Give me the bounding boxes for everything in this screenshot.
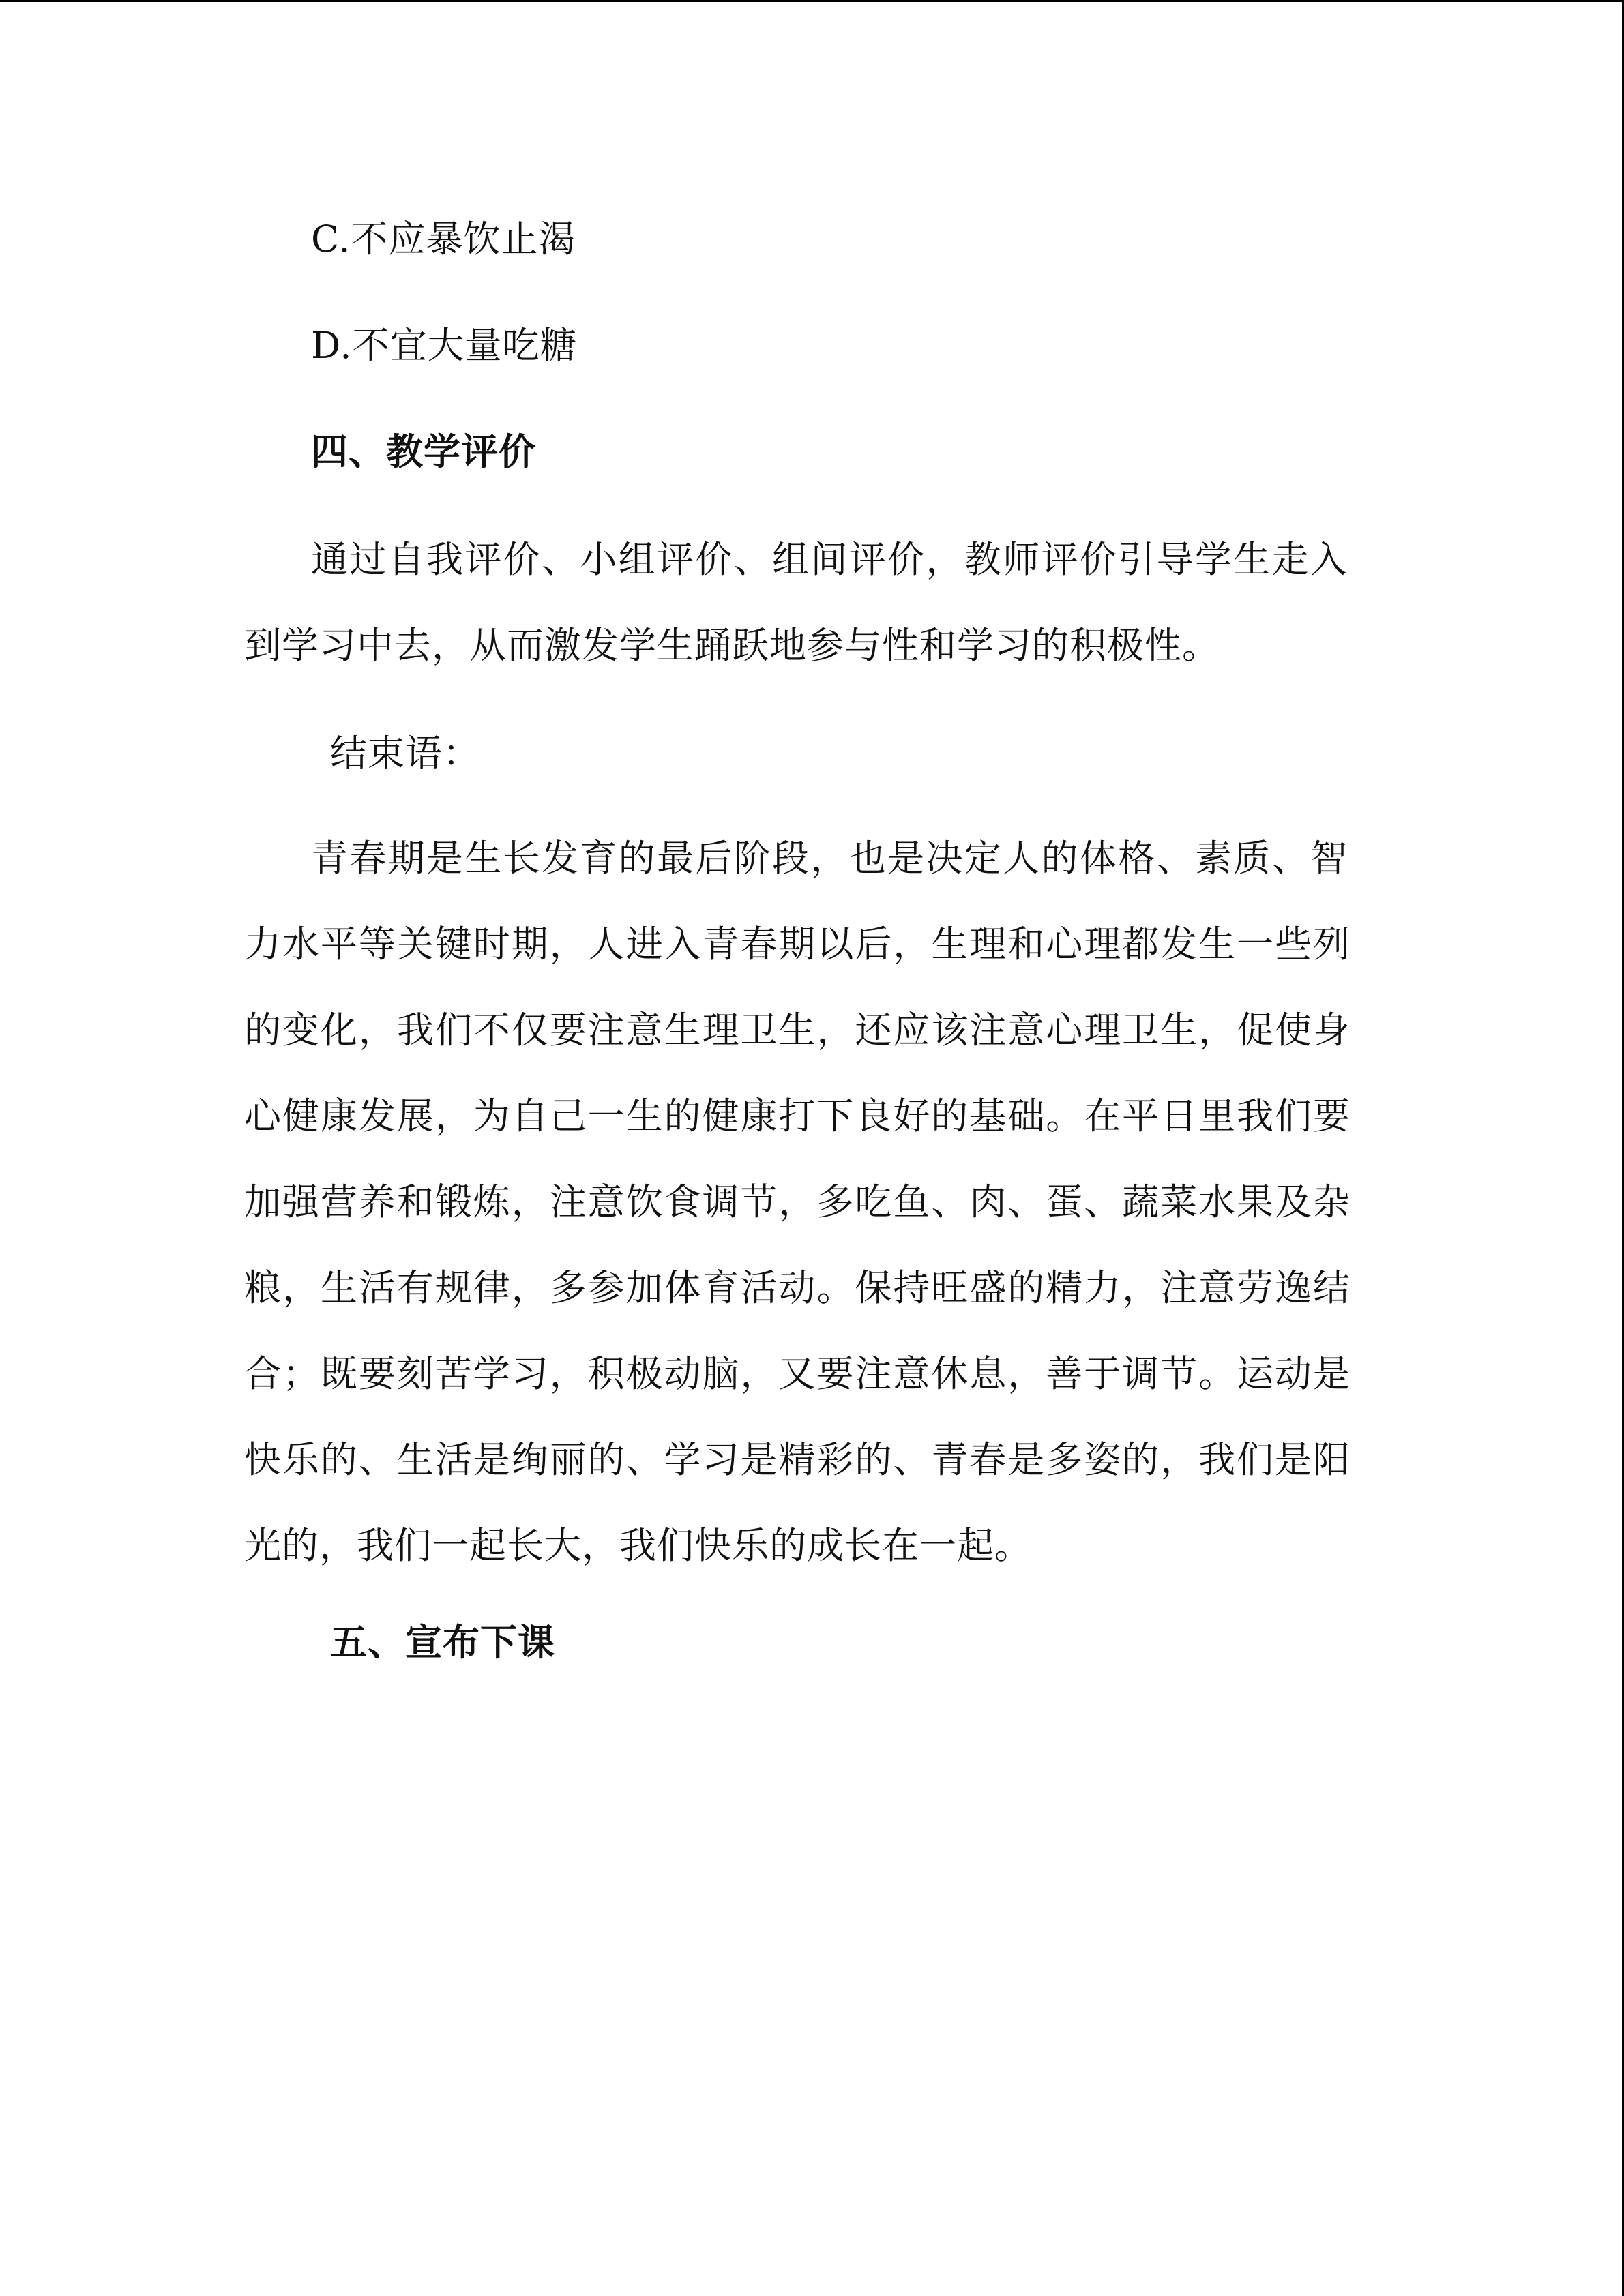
section-heading-dismissal: 五、宣布下课 [330, 1621, 555, 1664]
closing-line-7: 合；既要刻苦学习，积极动脑，又要注意休息，善于调节。运动是 [244, 1352, 1350, 1395]
closing-line-4: 心健康发展，为自己一生的健康打下良好的基础。在平日里我们要 [244, 1094, 1350, 1137]
evaluation-line-1: 通过自我评价、小组评价、组间评价，教师评价引导学生走入 [311, 538, 1348, 581]
closing-line-6: 粮，生活有规律，多参加体育活动。保持旺盛的精力，注意劳逸结 [244, 1266, 1350, 1309]
closing-line-1: 青春期是生长发育的最后阶段，也是决定人的体格、素质、智 [311, 837, 1348, 880]
section-heading-evaluation: 四、教学评价 [311, 430, 536, 473]
closing-line-9: 光的，我们一起长大，我们快乐的成长在一起。 [244, 1524, 1032, 1567]
closing-line-3: 的变化，我们不仅要注意生理卫生，还应该注意心理卫生，促使身 [244, 1009, 1350, 1052]
evaluation-line-2: 到学习中去，从而激发学生踊跃地参与性和学习的积极性。 [244, 624, 1220, 667]
closing-line-2: 力水平等关键时期，人进入青春期以后，生理和心理都发生一些列 [244, 923, 1350, 966]
closing-label: 结束语： [330, 732, 480, 775]
closing-line-5: 加强营养和锻炼，注意饮食调节，多吃鱼、肉、蛋、蔬菜水果及杂 [244, 1180, 1350, 1223]
option-d: D.不宜大量吃糖 [311, 324, 578, 367]
closing-line-8: 快乐的、生活是绚丽的、学习是精彩的、青春是多姿的，我们是阳 [244, 1438, 1350, 1481]
option-c: C.不应暴饮止渴 [311, 218, 576, 260]
